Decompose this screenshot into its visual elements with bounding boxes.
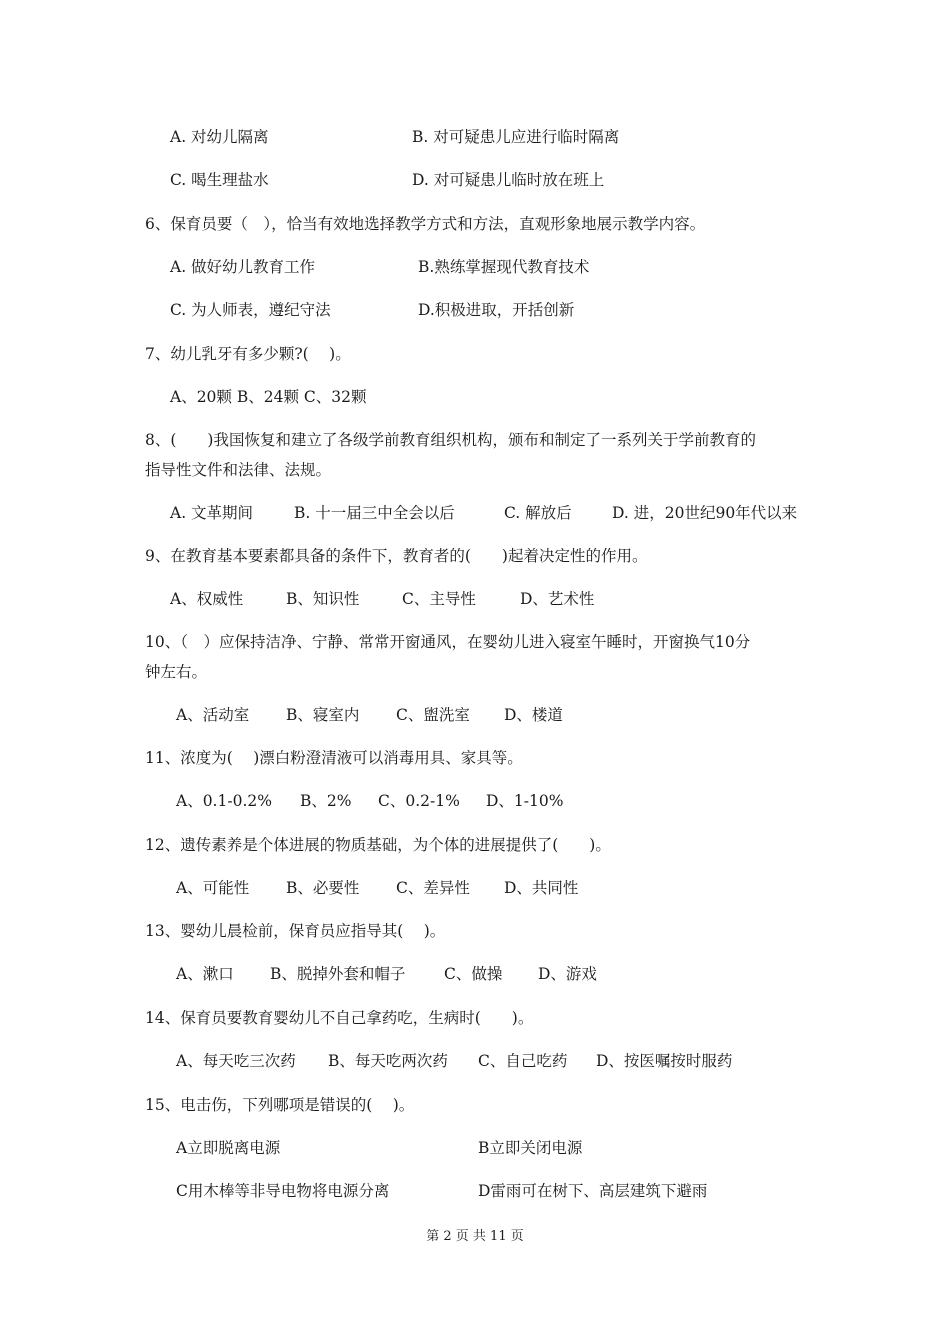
answer-option: D. 进，20世纪90年代以来: [612, 504, 798, 522]
answer-option: B、每天吃两次药: [328, 1052, 448, 1070]
answer-option: B.熟练掌握现代教育技术: [418, 258, 590, 276]
question-text: 指导性文件和法律、法规。: [145, 461, 332, 479]
answer-option: C. 解放后: [504, 504, 572, 522]
question-text: 11、浓度为( )漂白粉澄清液可以消毒用具、家具等。: [145, 749, 523, 767]
question-text: 8、( )我国恢复和建立了各级学前教育组织机构，颁布和制定了一系列关于学前教育的: [145, 431, 756, 449]
answer-option: D.积极进取，开括创新: [418, 301, 575, 319]
answer-option: C、差异性: [396, 879, 470, 897]
answer-option: C、自己吃药: [478, 1052, 568, 1070]
answer-option: A、权威性: [170, 590, 244, 608]
answer-option: C. 喝生理盐水: [170, 171, 269, 189]
question-text: 6、保育员要（ ），恰当有效地选择教学方式和方法，直观形象地展示教学内容。: [145, 215, 706, 233]
answer-option: D、共同性: [504, 879, 579, 897]
answer-option: B、必要性: [286, 879, 360, 897]
answer-option: A. 文革期间: [170, 504, 254, 522]
answer-option: A、每天吃三次药: [176, 1052, 296, 1070]
question-text: 钟左右。: [145, 663, 208, 681]
answer-option: C用木棒等非导电物将电源分离: [176, 1182, 390, 1200]
answer-option: B. 十一届三中全会以后: [294, 504, 455, 522]
answer-option: D. 对可疑患儿临时放在班上: [412, 171, 605, 189]
answer-option: B、脱掉外套和帽子: [270, 965, 406, 983]
answer-option: D、楼道: [504, 706, 563, 724]
answer-option: D雷雨可在树下、高层建筑下避雨: [478, 1182, 708, 1200]
answer-option: A、20颗 B、24颗 C、32颗: [170, 388, 367, 406]
page-footer: 第 2 页 共 11 页: [426, 1229, 524, 1244]
answer-option: D、艺术性: [520, 590, 595, 608]
answer-option: B、寝室内: [286, 706, 360, 724]
answer-option: B、2%: [300, 792, 352, 810]
answer-option: A立即脱离电源: [176, 1139, 281, 1157]
answer-option: A、漱口: [176, 965, 234, 983]
question-text: 7、幼儿乳牙有多少颗?( )。: [145, 345, 351, 363]
answer-option: B立即关闭电源: [478, 1139, 583, 1157]
answer-option: A. 做好幼儿教育工作: [170, 258, 316, 276]
answer-option: D、游戏: [538, 965, 597, 983]
answer-option: D、按医嘱按时服药: [596, 1052, 733, 1070]
answer-option: A、活动室: [176, 706, 250, 724]
answer-option: C. 为人师表，遵纪守法: [170, 301, 331, 319]
question-text: 13、婴幼儿晨检前，保育员应指导其( )。: [145, 922, 446, 940]
answer-option: C、做操: [444, 965, 503, 983]
question-text: 12、遗传素养是个体进展的物质基础，为个体的进展提供了( )。: [145, 836, 611, 854]
answer-option: A、可能性: [176, 879, 250, 897]
answer-option: B. 对可疑患儿应进行临时隔离: [412, 128, 620, 146]
answer-option: A. 对幼儿隔离: [170, 128, 269, 146]
answer-option: A、0.1-0.2%: [176, 792, 272, 810]
answer-option: C、盥洗室: [396, 706, 470, 724]
question-text: 14、保育员要教育婴幼儿不自己拿药吃，生病时( )。: [145, 1009, 534, 1027]
answer-option: B、知识性: [286, 590, 360, 608]
answer-option: D、1-10%: [486, 792, 564, 810]
answer-option: C、主导性: [402, 590, 476, 608]
question-text: 10、（ ）应保持洁净、宁静、常常开窗通风，在婴幼儿进入寝室午睡时，开窗换气10分: [145, 633, 751, 651]
answer-option: C、0.2-1%: [378, 792, 460, 810]
question-text: 9、在教育基本要素都具备的条件下，教育者的( )起着决定性的作用。: [145, 547, 648, 565]
question-text: 15、电击伤，下列哪项是错误的( )。: [145, 1096, 415, 1114]
